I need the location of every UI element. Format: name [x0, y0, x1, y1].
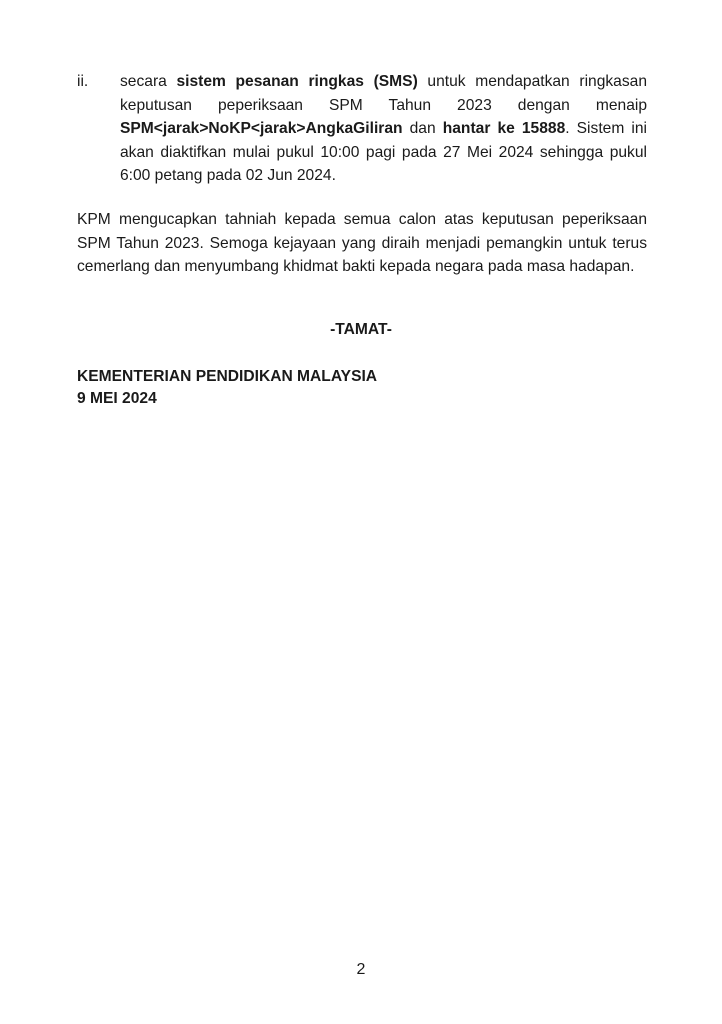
list-text-bold-sms: sistem pesanan ringkas (SMS) [176, 73, 418, 90]
signoff-date: 9 MEI 2024 [77, 390, 157, 407]
list-text-segment: secara [120, 73, 177, 90]
list-text-bold-format: SPM<jarak>NoKP<jarak>AngkaGiliran [120, 120, 403, 137]
list-text-segment: untuk mendapatkan ringkasan keputusan peperiksaan SPM Tahun 2023 dengan menaip [120, 73, 647, 114]
list-text-bold-number: hantar ke 15888 [442, 120, 566, 137]
list-item-text [120, 70, 647, 188]
page-number: 2 [356, 961, 366, 978]
closing-mark: -TAMAT- [330, 321, 392, 338]
signoff-block [77, 366, 377, 410]
list-text-segment: . Sistem ini akan diaktifkan mulai pukul 10:00 pagi pada 27 Mei 2024 sehingga pukul 6:00 petang pada 02 Jun 2024. [120, 120, 647, 184]
congratulation-paragraph: KPM mengucapkan tahniah kepada semua calon atas keputusan peperiksaan SPM Tahun 2023. Semoga kejayaan yang diraih menjadi pemangkin untuk terus cemerlang dan menyumbang khidmat bakti kepada negara pada masa hadapan. [77, 211, 647, 275]
list-marker: ii. [77, 73, 89, 90]
signoff-organisation: KEMENTERIAN PENDIDIKAN MALAYSIA [77, 368, 378, 385]
list-text-segment: dan [402, 120, 443, 137]
